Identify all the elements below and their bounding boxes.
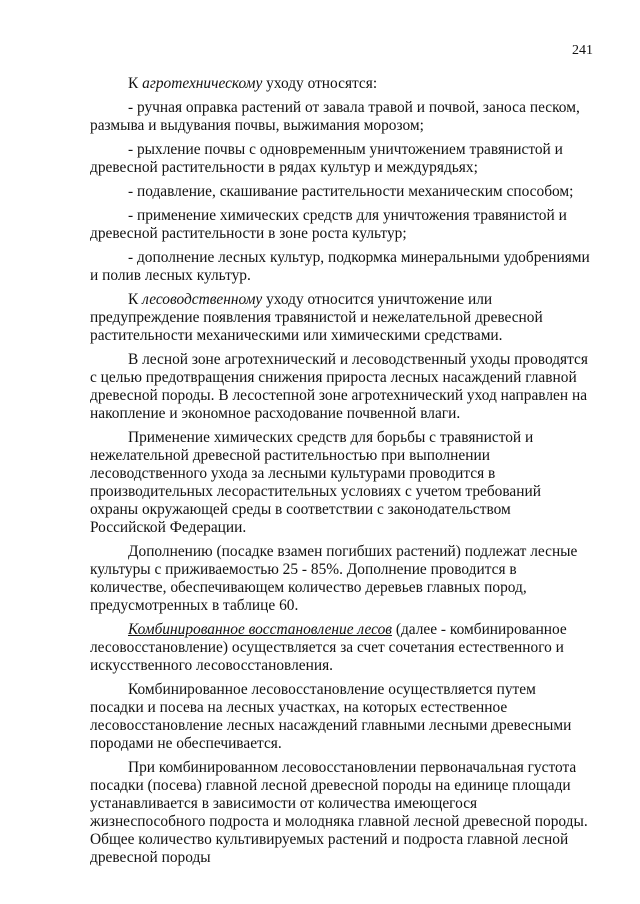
paragraph-replanting: Дополнению (посадке взамен погибших растений) подлежат лесные культуры с приживаемостью 25 - 85%. Дополнение проводится в количестве, обеспечивающем количество деревьев главных пород, предусмотренных в таблице 60. [90, 543, 578, 614]
paragraph-combined-restoration: Комбинированное восстановление лесов (далее - комбинированное лесовосстановление) осуществляется за счет сочетания естественного и искусственного лесовосстановления. [90, 621, 567, 674]
paragraph-initial-density: При комбинированном лесовосстановлении первоначальная густота посадки (посева) главной лесной древесной породы на единице площади устанавливается в зависимости от количества имеющегося жизнеспособного подроста и молодняка главной лесной древесной породы. Общее количество культивируемых растений и подроста главной лесной древесной породы [90, 759, 588, 866]
list-item-soil-loosening: - рыхление почвы с одновременным уничтожением травянистой и древесной растительности в рядах культур и междурядьях; [90, 141, 563, 176]
paragraph-silvicultural-care: К лесоводственному уходу относится уничтожение или предупреждение появления травянистой и нежелательной древесной растительности механическими или химическими средствами. [90, 291, 543, 344]
term-silvicultural: лесоводственному [142, 291, 263, 308]
document-body [90, 75, 590, 867]
paragraph-forest-zone: В лесной зоне агротехнический и лесоводственный уходы проводятся с целью предотвращения снижения прироста лесных насаждений главной древесной породы. В лесостепной зоне агротехнический уход направлен на накопление и экономное расходование почвенной влаги. [90, 351, 588, 422]
term-agrotechnical: агротехническому [142, 75, 263, 92]
page-number: 241 [572, 43, 593, 58]
paragraph-chemical-application: Применение химических средств для борьбы с травянистой и нежелательной древесной растительностью при выполнении лесоводственного ухода за лесными культурами проводится в производительных лесорастительных условиях с учетом требований охраны окружающей среды в соответствии с законодательством Российской Федерации. [90, 429, 541, 536]
list-item-mechanical-suppression: - подавление, скашивание растительности механическим способом; [128, 183, 574, 200]
list-item-chemical-means: - применение химических средств для уничтожения травянистой и древесной растительности в зоне роста культур; [90, 207, 567, 242]
paragraph-combined-method: Комбинированное лесовосстановление осуществляется путем посадки и посева на лесных участках, на которых естественное лесовосстановление лесных насаждений главными лесными древесными породами не обеспечивается. [90, 681, 572, 752]
term-combined-restoration: Комбинированное восстановление лесов [128, 621, 392, 638]
paragraph-agrotechnical-intro: К агротехническому уходу относятся: [128, 75, 378, 92]
list-item-manual-correction: - ручная оправка растений от завала травой и почвой, заноса песком, размыва и выдувания почвы, выжимания морозом; [90, 99, 580, 134]
list-item-replenishment: - дополнение лесных культур, подкормка минеральными удобрениями и полив лесных культур. [90, 249, 590, 284]
